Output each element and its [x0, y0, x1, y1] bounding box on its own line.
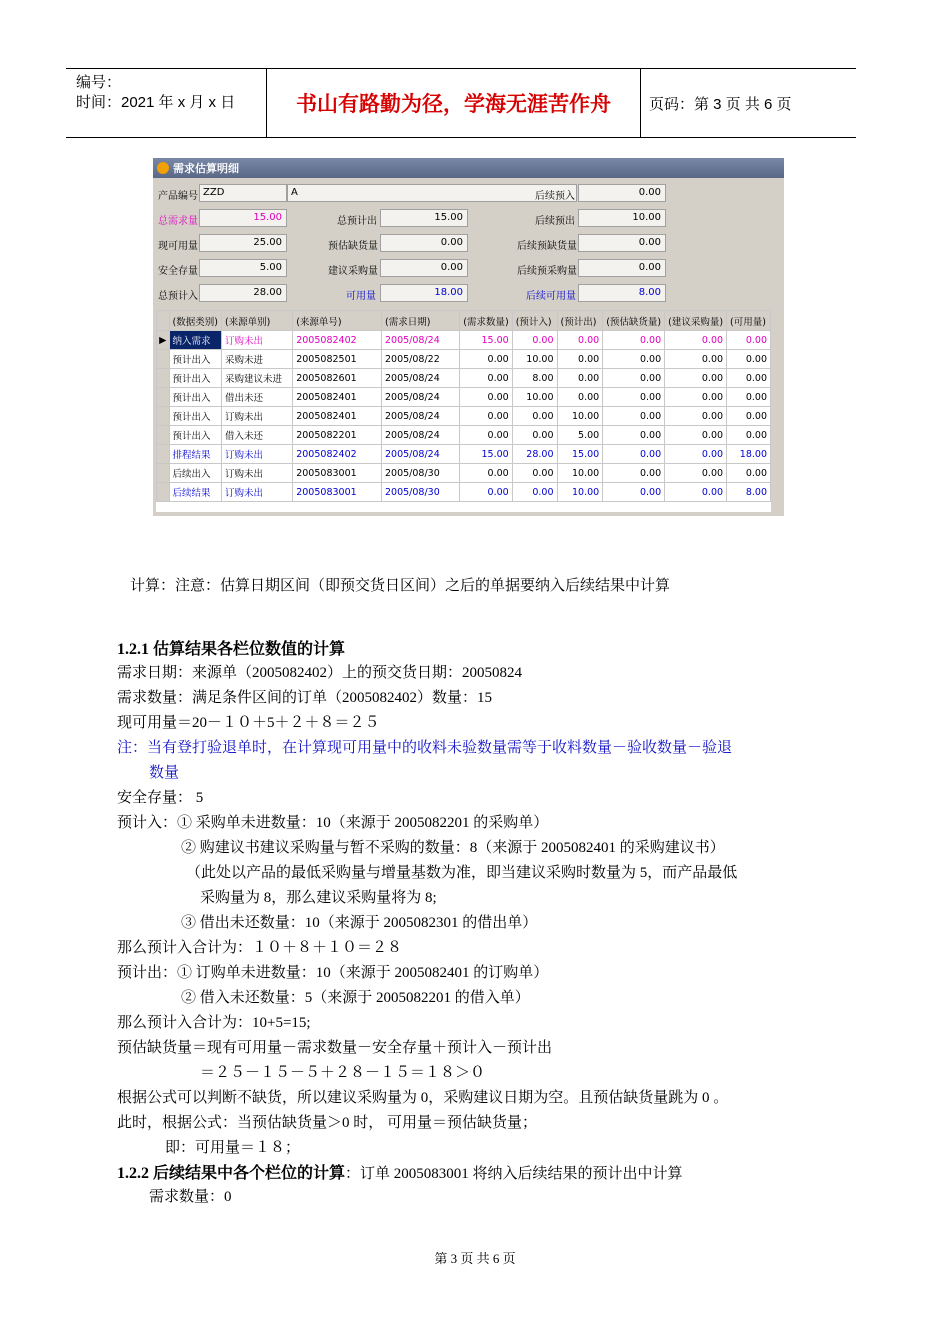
- time-label: 时间：2021 年 x 月 x 日: [76, 94, 236, 111]
- table-row[interactable]: [157, 350, 771, 369]
- table-cell[interactable]: 0.00: [512, 426, 557, 445]
- usable-field[interactable]: 18.00: [380, 284, 468, 302]
- total-demand-label: 总需求量: [158, 216, 198, 227]
- table-cell[interactable]: 2005/08/24: [382, 369, 460, 388]
- table-cell[interactable]: 排程结果: [169, 445, 221, 464]
- header-motto: 书山有路勤为径，学海无涯苦作舟: [296, 92, 611, 116]
- text-line: 需求日期：来源单（2005082402）上的预交货日期：20050824: [117, 665, 523, 681]
- table-cell[interactable]: 0.00: [727, 350, 771, 369]
- heading-tail: ：订单 2005083001 将纳入后续结果的预计出中计算: [345, 1166, 683, 1182]
- table-cell[interactable]: 10.00: [512, 350, 557, 369]
- table-cell[interactable]: 2005082201: [293, 426, 382, 445]
- table-cell[interactable]: 28.00: [512, 445, 557, 464]
- app-icon: [157, 162, 169, 174]
- text-line: 需求数量：满足条件区间的订单（2005082402）数量：15: [117, 690, 493, 706]
- table-cell[interactable]: 0.00: [603, 445, 665, 464]
- table-cell[interactable]: 预计出入: [169, 388, 221, 407]
- table-cell[interactable]: 0.00: [460, 369, 512, 388]
- table-row[interactable]: [157, 331, 771, 350]
- col-header[interactable]: (预计出): [557, 311, 603, 331]
- col-header[interactable]: (预计入): [512, 311, 557, 331]
- row-indicator[interactable]: [157, 483, 170, 502]
- table-cell[interactable]: 0.00: [460, 388, 512, 407]
- safety-label: 安全存量: [158, 266, 198, 277]
- row-indicator[interactable]: [157, 426, 170, 445]
- table-cell[interactable]: 0.00: [727, 369, 771, 388]
- table-cell[interactable]: 预计出入: [169, 369, 221, 388]
- table-cell[interactable]: 0.00: [603, 369, 665, 388]
- table-cell[interactable]: 0.00: [665, 464, 727, 483]
- window-titlebar: [153, 158, 784, 178]
- table-cell[interactable]: 0.00: [460, 426, 512, 445]
- table-cell[interactable]: 0.00: [665, 426, 727, 445]
- table-cell[interactable]: 0.00: [460, 350, 512, 369]
- row-indicator[interactable]: [157, 350, 170, 369]
- text-line: ② 借入未还数量：5（来源于 2005082201 的借入单）: [181, 990, 530, 1006]
- text-line: ② 购建议书建议采购量与暂不采购的数量：8（来源于 2005082401 的采购建议书）: [181, 840, 725, 856]
- table-cell[interactable]: 0.00: [512, 407, 557, 426]
- table-cell[interactable]: 2005082501: [293, 350, 382, 369]
- table-cell[interactable]: 15.00: [460, 445, 512, 464]
- col-header[interactable]: (来源单别): [221, 311, 292, 331]
- table-cell[interactable]: 2005/08/24: [382, 407, 460, 426]
- table-cell[interactable]: 2005/08/24: [382, 331, 460, 350]
- table-cell[interactable]: 8.00: [727, 483, 771, 502]
- table-cell[interactable]: 0.00: [665, 407, 727, 426]
- col-header[interactable]: (来源单号): [293, 311, 382, 331]
- next-suggest-label: 后续预采购量: [517, 266, 577, 277]
- shortage-label: 预估缺货量: [328, 241, 378, 252]
- table-cell[interactable]: 订购未出: [221, 407, 292, 426]
- usable-label: 可用量: [346, 291, 376, 302]
- total-out-label: 总预计出: [337, 216, 377, 227]
- table-row[interactable]: [157, 445, 771, 464]
- text-line: （此处以产品的最低采购量与增量基数为准，即当建议采购时数量为 5，而产品最低: [186, 865, 738, 881]
- table-row[interactable]: [157, 483, 771, 502]
- table-cell[interactable]: 订购未出: [221, 331, 292, 350]
- row-indicator[interactable]: [157, 464, 170, 483]
- table-cell[interactable]: 2005/08/24: [382, 388, 460, 407]
- text-line: ＝２５－１５－５＋２８－１５＝１８＞０: [200, 1065, 486, 1081]
- table-cell[interactable]: 2005082402: [293, 445, 382, 464]
- table-cell[interactable]: 0.00: [557, 331, 603, 350]
- table-cell[interactable]: 0.00: [727, 464, 771, 483]
- number-label: 编号：: [76, 74, 122, 91]
- table-cell[interactable]: 0.00: [460, 483, 512, 502]
- safety-field[interactable]: 5.00: [199, 259, 287, 277]
- table-cell[interactable]: 0.00: [603, 350, 665, 369]
- table-cell[interactable]: 0.00: [727, 388, 771, 407]
- table-cell[interactable]: 订购未出: [221, 464, 292, 483]
- col-header[interactable]: (建议采购量): [665, 311, 727, 331]
- table-cell[interactable]: 2005082401: [293, 407, 382, 426]
- col-header[interactable]: (数据类别): [169, 311, 221, 331]
- page-footer: 第 3 页 共 6 页: [434, 1251, 516, 1266]
- total-in-label: 总预计入: [158, 291, 198, 302]
- table-cell[interactable]: 0.00: [727, 331, 771, 350]
- table-cell[interactable]: 2005/08/30: [382, 483, 460, 502]
- calc-note: 计算：注意：估算日期区间（即预交货日区间）之后的单据要纳入后续结果中计算: [130, 578, 671, 594]
- table-cell[interactable]: 0.00: [557, 350, 603, 369]
- available-label: 现可用量: [158, 241, 198, 252]
- table-cell[interactable]: 0.00: [665, 388, 727, 407]
- product-no-field[interactable]: ZZD: [199, 184, 287, 202]
- text-line: 即：可用量＝１８；: [165, 1140, 301, 1156]
- next-short-field[interactable]: 0.00: [578, 234, 666, 252]
- table-cell[interactable]: 0.00: [727, 426, 771, 445]
- next-short-label: 后续预缺货量: [517, 241, 577, 252]
- table-cell[interactable]: 0.00: [665, 350, 727, 369]
- text-line: 预计出：① 订购单未进数量：10（来源于 2005082401 的订购单）: [117, 965, 549, 981]
- row-indicator[interactable]: [157, 407, 170, 426]
- table-cell[interactable]: 预计出入: [169, 407, 221, 426]
- text-line: 预计入：① 采购单未进数量：10（来源于 2005082201 的采购单）: [117, 815, 549, 831]
- table-row[interactable]: [157, 369, 771, 388]
- window-title: 需求估算明细: [173, 162, 239, 175]
- table-cell[interactable]: 10.00: [512, 388, 557, 407]
- table-cell[interactable]: 15.00: [460, 331, 512, 350]
- section-heading-1-2-2: [117, 1160, 683, 1183]
- table-cell[interactable]: 0.00: [727, 407, 771, 426]
- col-header[interactable]: (预估缺货量): [603, 311, 665, 331]
- next-suggest-field[interactable]: 0.00: [578, 259, 666, 277]
- table-cell[interactable]: 8.00: [512, 369, 557, 388]
- table-cell[interactable]: 0.00: [557, 369, 603, 388]
- note-line: 注：当有登打验退单时，在计算现可用量中的收料未验数量需等于收料数量－验收数量－验退: [117, 740, 733, 756]
- table-row[interactable]: [157, 426, 771, 445]
- table-cell[interactable]: 0.00: [665, 445, 727, 464]
- text-line: 那么预计入合计为：10+5=15;: [117, 1015, 311, 1031]
- next-usable-label: 后续可用量: [526, 291, 576, 302]
- text-line: 预估缺货量＝现有可用量－需求数量－安全存量＋预计入－预计出: [117, 1040, 553, 1056]
- table-cell[interactable]: 纳入需求: [169, 331, 221, 350]
- table-cell[interactable]: 0.00: [460, 464, 512, 483]
- total-out-field[interactable]: 15.00: [380, 209, 468, 227]
- table-cell[interactable]: 10.00: [557, 407, 603, 426]
- suggest-field[interactable]: 0.00: [380, 259, 468, 277]
- section-heading-1-2-1: 1.2.1 估算结果各栏位数值的计算: [117, 641, 346, 658]
- text-line: 根据公式可以判断不缺货，所以建议采购量为 0，采购建议日期为空。且预估缺货量跳为 0 。: [117, 1090, 729, 1106]
- table-cell[interactable]: 0.00: [603, 426, 665, 445]
- current-row-arrow-icon[interactable]: ▶: [157, 331, 170, 350]
- table-cell[interactable]: 0.00: [557, 388, 603, 407]
- header-page-label: 页码：第 3 页 共 6 页: [649, 96, 792, 113]
- table-cell[interactable]: 18.00: [727, 445, 771, 464]
- table-cell[interactable]: 10.00: [557, 464, 603, 483]
- table-cell[interactable]: 10.00: [557, 483, 603, 502]
- header-divider: [640, 69, 641, 137]
- table-row[interactable]: [157, 464, 771, 483]
- table-cell[interactable]: 订购未出: [221, 445, 292, 464]
- col-header[interactable]: (需求日期): [382, 311, 460, 331]
- next-in-label: 后续预入: [535, 191, 575, 202]
- table-cell[interactable]: 0.00: [603, 331, 665, 350]
- text-line: 安全存量： 5: [117, 790, 204, 806]
- table-cell[interactable]: 0.00: [665, 483, 727, 502]
- text-line: ③ 借出未还数量：10（来源于 2005082301 的借出单）: [181, 915, 538, 931]
- estimate-grid: [156, 310, 771, 512]
- table-cell[interactable]: 2005083001: [293, 483, 382, 502]
- text-line: 采购量为 8，那么建议采购量将为 8;: [200, 890, 437, 906]
- page-header: [66, 68, 856, 138]
- table-cell[interactable]: 0.00: [512, 331, 557, 350]
- shortage-field[interactable]: 0.00: [380, 234, 468, 252]
- col-header[interactable]: (可用量): [727, 311, 771, 331]
- next-usable-field[interactable]: 8.00: [578, 284, 666, 302]
- table-cell[interactable]: 0.00: [665, 331, 727, 350]
- table-cell[interactable]: 借入未还: [221, 426, 292, 445]
- total-in-field[interactable]: 28.00: [199, 284, 287, 302]
- next-out-label: 后续预出: [535, 216, 575, 227]
- text-line: 现可用量＝20－１０＋5＋２＋８＝２５: [117, 715, 380, 731]
- table-cell[interactable]: 后续结果: [169, 483, 221, 502]
- table-cell[interactable]: 后续出入: [169, 464, 221, 483]
- text-line: 此时，根据公式：当预估缺货量＞0 时， 可用量＝预估缺货量；: [117, 1115, 538, 1131]
- table-cell[interactable]: 0.00: [512, 483, 557, 502]
- table-cell[interactable]: 15.00: [557, 445, 603, 464]
- col-header[interactable]: (需求数量): [460, 311, 512, 331]
- table-cell[interactable]: 2005/08/22: [382, 350, 460, 369]
- available-field[interactable]: 25.00: [199, 234, 287, 252]
- row-indicator[interactable]: [157, 388, 170, 407]
- total-demand-field[interactable]: 15.00: [199, 209, 287, 227]
- product-no-label: 产品编号: [158, 191, 198, 202]
- next-in-field[interactable]: 0.00: [578, 184, 666, 202]
- table-cell[interactable]: 订购未出: [221, 483, 292, 502]
- product-name-field[interactable]: A: [287, 184, 577, 202]
- table-cell[interactable]: 2005082401: [293, 388, 382, 407]
- text-line: 需求数量：0: [149, 1189, 232, 1205]
- next-out-field[interactable]: 10.00: [578, 209, 666, 227]
- table-cell[interactable]: 2005082601: [293, 369, 382, 388]
- row-indicator[interactable]: [157, 369, 170, 388]
- table-cell[interactable]: 2005082402: [293, 331, 382, 350]
- row-indicator-header: [157, 311, 170, 331]
- table-cell[interactable]: 预计出入: [169, 350, 221, 369]
- heading-text: 1.2.2 后续结果中各个栏位的计算: [117, 1165, 346, 1182]
- table-cell[interactable]: 2005083001: [293, 464, 382, 483]
- row-indicator[interactable]: [157, 445, 170, 464]
- grid-header-row: [157, 311, 771, 331]
- table-cell[interactable]: 0.00: [603, 483, 665, 502]
- table-cell[interactable]: 5.00: [557, 426, 603, 445]
- table-cell[interactable]: 0.00: [665, 369, 727, 388]
- table-cell[interactable]: 0.00: [512, 464, 557, 483]
- suggest-label: 建议采购量: [328, 266, 378, 277]
- table-cell[interactable]: 0.00: [603, 388, 665, 407]
- table-cell[interactable]: 0.00: [603, 407, 665, 426]
- table-cell[interactable]: 采购未进: [221, 350, 292, 369]
- table-cell[interactable]: 采购建议未进: [221, 369, 292, 388]
- table-cell[interactable]: 0.00: [460, 407, 512, 426]
- table-cell[interactable]: 预计出入: [169, 426, 221, 445]
- table-row[interactable]: [157, 388, 771, 407]
- table-cell[interactable]: 借出未还: [221, 388, 292, 407]
- note-line: 数量: [149, 765, 180, 781]
- table-row[interactable]: [157, 407, 771, 426]
- header-left-cell: [66, 69, 266, 137]
- table-cell[interactable]: 0.00: [603, 464, 665, 483]
- table-cell[interactable]: 2005/08/24: [382, 426, 460, 445]
- demand-estimate-window: [153, 158, 784, 516]
- text-line: 那么预计入合计为：１０＋８＋１０＝２８: [117, 940, 403, 956]
- table-cell[interactable]: 2005/08/24: [382, 445, 460, 464]
- table-cell[interactable]: 2005/08/30: [382, 464, 460, 483]
